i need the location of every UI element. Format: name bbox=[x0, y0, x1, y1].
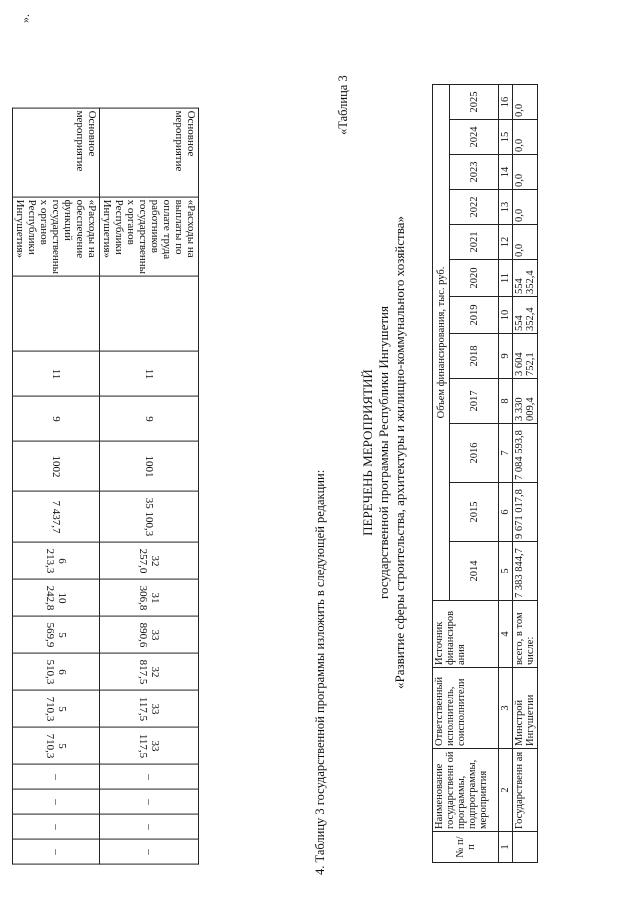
title-line: «Развитие сферы строительства, архитектуры и жилищно-коммунального хозяйства» bbox=[392, 216, 407, 689]
column-number: 3 bbox=[499, 668, 513, 749]
year-cell: 2019 bbox=[450, 297, 499, 334]
year-cell: 2015 bbox=[450, 483, 499, 542]
cell: 1002 bbox=[13, 442, 100, 492]
column-number: 15 bbox=[499, 120, 513, 155]
column-number: 2 bbox=[499, 749, 513, 832]
header-cell: Ответственный исполнитель, соисполнители bbox=[433, 668, 499, 749]
cell: 554 352,4 bbox=[513, 260, 538, 297]
column-number: 9 bbox=[499, 334, 513, 379]
header-cell: Объем финансирования, тыс. руб. bbox=[433, 85, 450, 601]
cell: 3 330 009,4 bbox=[513, 379, 538, 424]
cell: 9 bbox=[13, 397, 100, 442]
header-cell: № п/п bbox=[433, 832, 499, 863]
table-row bbox=[513, 85, 538, 863]
cell: 33 890,6 bbox=[100, 617, 199, 654]
cell: 6 510,3 bbox=[13, 654, 100, 691]
column-number: 11 bbox=[499, 260, 513, 297]
lower-table bbox=[432, 84, 538, 863]
column-number: 1 bbox=[499, 832, 513, 863]
cell: – bbox=[100, 790, 199, 815]
cell: «Расходы на обеспечение функций государственны х органов Республики Ингушетия» bbox=[13, 197, 100, 276]
column-number: 13 bbox=[499, 190, 513, 225]
cell: 9 bbox=[100, 397, 199, 442]
upper-table bbox=[12, 108, 199, 865]
cell: – bbox=[100, 815, 199, 840]
cell: Минстрой Ингушетии bbox=[513, 668, 538, 749]
column-number: 6 bbox=[499, 483, 513, 542]
cell: 10 242,8 bbox=[13, 580, 100, 617]
cell bbox=[100, 277, 199, 352]
cell: 0,0 bbox=[513, 190, 538, 225]
cell: 35 100,3 bbox=[100, 492, 199, 543]
cell: 33 117,5 bbox=[100, 691, 199, 728]
year-cell: 2021 bbox=[450, 225, 499, 260]
cell: 33 117,5 bbox=[100, 728, 199, 765]
cell: всего, в том числе: bbox=[513, 601, 538, 668]
year-cell: 2020 bbox=[450, 260, 499, 297]
column-number: 10 bbox=[499, 297, 513, 334]
cell: 0,0 bbox=[513, 155, 538, 190]
table-row bbox=[100, 108, 199, 864]
cell: 0,0 bbox=[513, 85, 538, 120]
year-cell: 2025 bbox=[450, 85, 499, 120]
cell: 0,0 bbox=[513, 120, 538, 155]
closing-mark: ». bbox=[18, 14, 32, 23]
cell: 7 437,7 bbox=[13, 492, 100, 543]
cell: «Расходы на выплаты по оплате труда работников государственны х органов Республики Ингушетия» bbox=[100, 197, 199, 276]
cell: 554 352,4 bbox=[513, 297, 538, 334]
cell bbox=[13, 277, 100, 352]
year-cell: 2023 bbox=[450, 155, 499, 190]
year-cell: 2017 bbox=[450, 379, 499, 424]
cell: – bbox=[13, 790, 100, 815]
year-cell: 2018 bbox=[450, 334, 499, 379]
cell: 6 213,3 bbox=[13, 543, 100, 580]
cell: 3 604 752,1 bbox=[513, 334, 538, 379]
cell: 1001 bbox=[100, 442, 199, 492]
document-title bbox=[360, 0, 408, 905]
cell: 11 bbox=[13, 352, 100, 397]
cell: 5 710,3 bbox=[13, 728, 100, 765]
paragraph-text: 4. Таблицу 3 государственной программы изложить в следующей редакции: bbox=[313, 469, 327, 875]
year-cell: 2014 bbox=[450, 542, 499, 601]
cell: 9 671 017,8 bbox=[513, 483, 538, 542]
title-line: государственной программы Республики Ингушетия bbox=[376, 306, 391, 599]
cell: Основное мероприятие bbox=[13, 108, 100, 197]
cell: 5 569,9 bbox=[13, 617, 100, 654]
cell: 5 710,3 bbox=[13, 691, 100, 728]
cell: 0,0 bbox=[513, 225, 538, 260]
column-number: 14 bbox=[499, 155, 513, 190]
cell: – bbox=[13, 840, 100, 865]
table-header-row bbox=[433, 85, 450, 863]
header-cell: Наименование государственн ой программы, подпрограммы, мероприятия bbox=[433, 749, 499, 832]
cell: 32 817,5 bbox=[100, 654, 199, 691]
cell: – bbox=[13, 815, 100, 840]
header-cell: Источник финансиров ания bbox=[433, 601, 499, 668]
cell: – bbox=[13, 765, 100, 790]
cell: 32 257,0 bbox=[100, 543, 199, 580]
table-label: «Таблица 3 bbox=[336, 75, 350, 135]
column-number: 16 bbox=[499, 85, 513, 120]
cell: – bbox=[100, 840, 199, 865]
table-row bbox=[13, 108, 100, 864]
column-number: 7 bbox=[499, 424, 513, 483]
cell: 31 306,8 bbox=[100, 580, 199, 617]
cell: 11 bbox=[100, 352, 199, 397]
cell: Государственн ая bbox=[513, 749, 538, 832]
column-number: 5 bbox=[499, 542, 513, 601]
year-cell: 2022 bbox=[450, 190, 499, 225]
column-number: 8 bbox=[499, 379, 513, 424]
cell: Основное мероприятие bbox=[100, 108, 199, 197]
cell: 7 084 593,8 bbox=[513, 424, 538, 483]
column-number: 12 bbox=[499, 225, 513, 260]
column-number: 4 bbox=[499, 601, 513, 668]
cell bbox=[513, 832, 538, 863]
cell: – bbox=[100, 765, 199, 790]
year-cell: 2024 bbox=[450, 120, 499, 155]
column-number-row bbox=[499, 85, 513, 863]
title-line: ПЕРЕЧЕНЬ МЕРОПРИЯТИЙ bbox=[360, 369, 375, 536]
year-cell: 2016 bbox=[450, 424, 499, 483]
cell: 7 383 844,7 bbox=[513, 542, 538, 601]
